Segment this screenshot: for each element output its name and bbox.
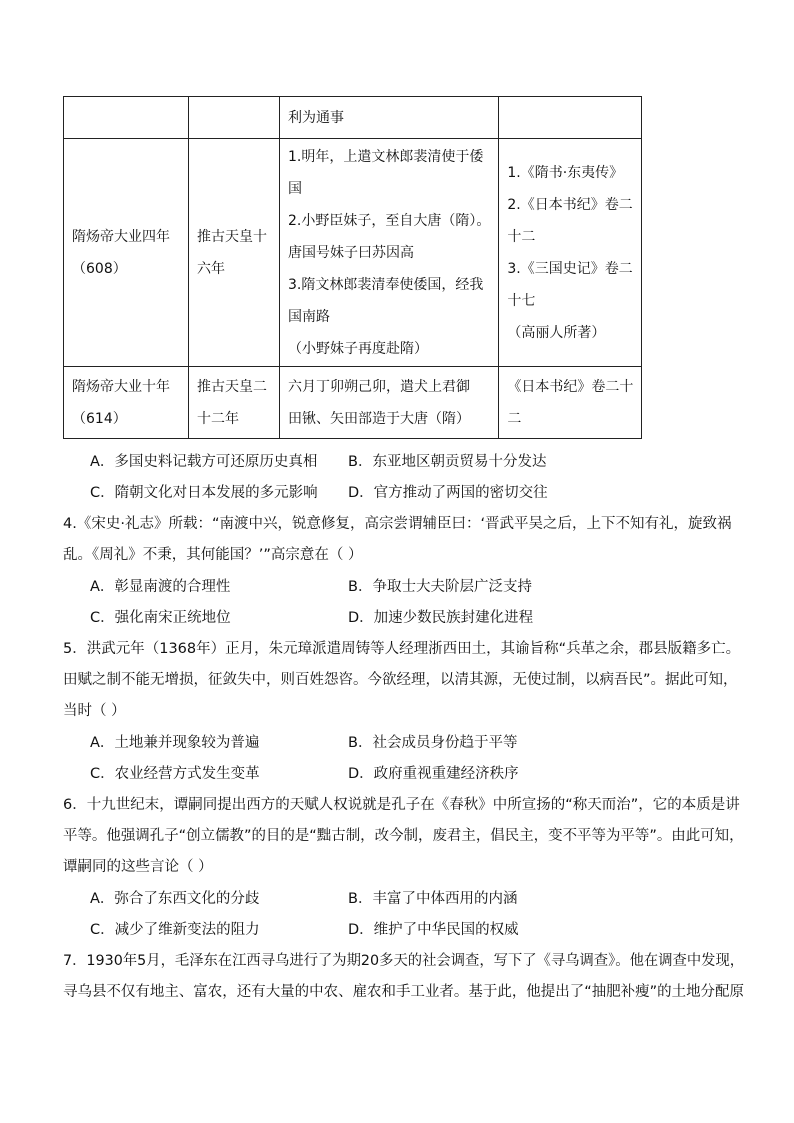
table-cell (64, 367, 189, 439)
cell-line: 十二年 (197, 410, 239, 427)
table-cell: 利为通事 (280, 97, 499, 139)
cell-line: 十二 (507, 228, 536, 245)
cell-line: 国 (288, 180, 302, 197)
q7-stem-line2: 寻乌县不仅有地主、富农，还有大量的中农、雇农和手工业者。基于此，他提出了“抽肥补瘦”的土地分配原 (63, 984, 745, 1000)
q6-stem-line3: 谭嗣同的这些言论（ ） (63, 859, 213, 875)
table-cell (189, 139, 280, 367)
q6-option-b[interactable]: B．丰富了中体西用的内涵 (348, 891, 518, 907)
table-cell (280, 367, 499, 439)
q6-option-a[interactable]: A．弥合了东西文化的分歧 (90, 891, 260, 907)
cell-line: 推古天皇十 (197, 228, 267, 245)
cell-line: 3.《三国史记》卷二 (507, 260, 633, 277)
q7-stem-line1: 7．1930年5月，毛泽东在江西寻乌进行了为期20多天的社会调查，写下了《寻乌调查》。他在调查中发现， (63, 953, 745, 969)
table-cell (189, 97, 280, 139)
q4-option-d[interactable]: D．加速少数民族封建化进程 (348, 610, 534, 626)
history-table (63, 96, 642, 439)
cell-line: 六年 (197, 260, 225, 277)
cell-line: （614） (72, 410, 127, 427)
cell-line: 1.《隋书·东夷传》 (507, 164, 624, 181)
cell-line: 十七 (507, 292, 536, 309)
cell-line: （小野妹子再度赴隋） (288, 340, 428, 357)
q5-stem-line1: 5．洪武元年（1368年）正月，朱元璋派遣周铸等人经理浙西田土，其谕旨称“兵革之余，郡县版籍多亡。 (63, 641, 741, 657)
cell-line: 国南路 (288, 308, 330, 325)
cell-line: 2.《日本书纪》卷二 (507, 196, 633, 213)
q6-option-d[interactable]: D．维护了中华民国的权威 (348, 922, 519, 938)
q4-stem-line1: 4.《宋史·礼志》所载：“南渡中兴，锐意修复，高宗尝谓辅臣曰：‘晋武平吴之后，上下不知有礼，旋致祸 (63, 516, 732, 532)
cell-line: 六月丁卯朔己卯，遣犬上君御 (288, 378, 470, 395)
q5-stem-line2: 田赋之制不能无增损，征敛失中，则百姓怨咨。今欲经理，以清其源，无使过制，以病吾民”。据此可知， (63, 672, 738, 688)
q6-option-c[interactable]: C．减少了维新变法的阻力 (90, 922, 260, 938)
table-row (64, 367, 642, 439)
table-cell (499, 367, 642, 439)
q5-option-d[interactable]: D．政府重视重建经济秩序 (348, 766, 519, 782)
table-cell (64, 139, 189, 367)
cell-line: （高丽人所著） (507, 324, 606, 341)
table-row (64, 139, 642, 367)
cell-line: 隋炀帝大业四年 (72, 228, 170, 245)
cell-line: 1.明年，上遣文林郎裴清使于倭 (288, 148, 484, 165)
q4-option-c[interactable]: C．强化南宋正统地位 (90, 610, 231, 626)
q4-stem-line2: 乱。《周礼》不秉，其何能国？’”高宗意在（ ） (63, 547, 363, 563)
q3-option-b[interactable]: B．东亚地区朝贡贸易十分发达 (348, 454, 547, 470)
table-row (64, 97, 642, 139)
table-cell (280, 139, 499, 367)
cell-line: 唐国号妹子曰苏因高 (288, 244, 414, 261)
cell-line: 3.隋文林郎裴清奉使倭国，经我 (288, 276, 484, 293)
table-cell (64, 97, 189, 139)
q5-stem-line3: 当时（ ） (63, 703, 126, 719)
cell-line: 《日本书纪》卷二十 (507, 378, 634, 395)
q4-option-b[interactable]: B．争取士大夫阶层广泛支持 (348, 579, 532, 595)
q5-option-c[interactable]: C．农业经营方式发生变革 (90, 766, 260, 782)
q5-option-a[interactable]: A．土地兼并现象较为普遍 (90, 735, 260, 751)
table-cell (189, 367, 280, 439)
q3-option-d[interactable]: D．官方推动了两国的密切交往 (348, 485, 548, 501)
cell-line: 推古天皇二 (197, 378, 267, 395)
cell-line: 二 (507, 410, 522, 427)
q6-stem-line1: 6．十九世纪末，谭嗣同提出西方的天赋人权说就是孔子在《春秋》中所宣扬的“称天而治”，它的本质是讲 (63, 797, 740, 813)
table-cell (499, 97, 642, 139)
q3-option-a[interactable]: A．多国史料记载方可还原历史真相 (90, 454, 318, 470)
cell-line: 2.小野臣妹子，至自大唐（隋）。 (288, 212, 491, 229)
q6-stem-line2: 平等。他强调孔子“创立儒教”的目的是“黜古制，改今制，废君主，倡民主，变不平等为平等”。由此可知， (63, 828, 744, 844)
cell-line: 隋炀帝大业十年 (72, 378, 170, 395)
table-cell (499, 139, 642, 367)
q5-option-b[interactable]: B．社会成员身份趋于平等 (348, 735, 518, 751)
cell-line: 田锹、矢田部造于大唐（隋） (288, 410, 470, 427)
q3-option-c[interactable]: C．隋朝文化对日本发展的多元影响 (90, 485, 318, 501)
cell-line: （608） (72, 260, 127, 277)
q4-option-a[interactable]: A．彰显南渡的合理性 (90, 579, 231, 595)
